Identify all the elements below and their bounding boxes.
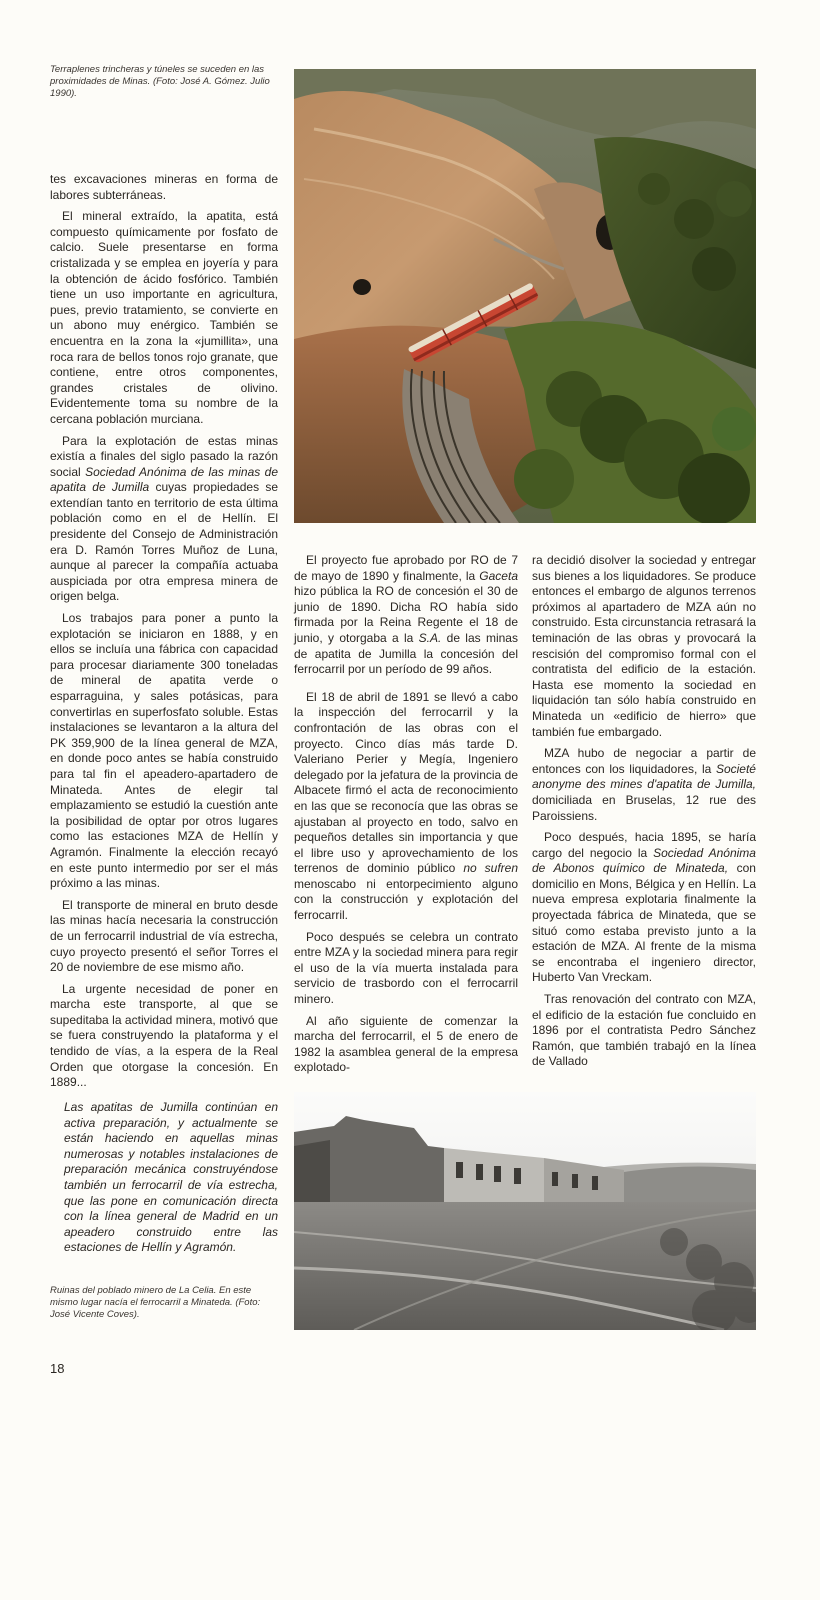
col1-paragraph-4: Los trabajos para poner a punto la explotación se iniciaron en 1888, y en ellos se incluía una fábrica con capacidad para procesar diariamente 300 toneladas de mineral de apatita verde o esparraguina, y sales potásicas, para convertirlas en superfosfato soluble. Estas instalaciones se levantaron a la altura del PK 359,900 de la línea general de MZA, en donde poco antes se había construido para tal fin el apeadero-apartadero de Minateda. Antes de elegir tal emplazamiento se estudió la cuestión ante la posibilidad de optar por otros lugares como las estaciones MZA de Hellín y Agramón. Finalmente la elección recayó en este punto intermedio por ser el más próximo a las minas. [50, 611, 278, 891]
top-photo-caption: Terraplenes trincheras y túneles se suceden en las proximidades de Minas. (Foto: José A. Gómez. Julio 1990). [50, 64, 270, 99]
col2-paragraph-3: Poco después se celebra un contrato entre MZA y la sociedad minera para regir el uso de la vía muerta instalada para servicio de trasbordo con el ferrocarril minero. [294, 929, 518, 1007]
text-column-3 [532, 553, 756, 1076]
train-landscape-photo [294, 69, 756, 523]
col2-paragraph-2: El 18 de abril de 1891 se llevó a cabo la inspección del ferrocarril y la confrontación de las obras con el proyecto. Cinco días más tarde D. Valeriano Perier y Megía, Ingeniero delegado por la jefatura de la provincia de Albacete firmó el acta de reconocimiento en las que se reconocía que las obras se ajustaban al proyecto en todo, salvo en pequeños detalles sin importancia y que el libre uso y aprovechamiento de los terrenos de dominio público no sufren menoscabo ni entorpecimiento alguno con la construcción y explotación del ferrocarril. [294, 689, 518, 923]
col2-paragraph-4: Al año siguiente de comenzar la marcha del ferrocarril, el 5 de enero de 1982 la asamblea general de la empresa explotado- [294, 1013, 518, 1075]
col3-paragraph-4: Tras renovación del contrato con MZA, el edificio de la estación fue concluido en 1896 por el contratista Pedro Sánchez Ramón, que también trabajó en la línea de Vallado [532, 992, 756, 1069]
ruins-photo [294, 1092, 756, 1330]
text-column-2 [294, 553, 518, 1082]
col1-paragraph-2: El mineral extraído, la apatita, está compuesto químicamente por fosfato de calcio. Suele presentarse en forma cristalizada y se emplea en joyería y para la obtención de ácido fosfórico. También tiene un uso importante en agricultura, pues, previo tratamiento, se convierte en un abono muy enérgico. También se encuentra en la zona la «jumillita», una roca rara de bellos tonos rojo granate, que contiene, entre otros componentes, grandes cristales de olivino. Evidentemente toma su nombre de la cercana población murciana. [50, 209, 278, 426]
company-name-italic: Sociedad Anónima de las minas de apatita de Jumilla [50, 464, 278, 495]
col1-paragraph-1: tes excavaciones mineras en forma de labores subterráneas. [50, 172, 278, 202]
historical-quote: Las apatitas de Jumilla continúan en activa preparación, y actualmente se están haciendo en aquellas minas numerosas y notables instalaciones de preparación mecánica construyéndose también un ferrocarril de vía estrecha, que las pone en comunicación directa con la línea general de Madrid en un apeadero construido entre las estaciones de Hellín y Agramón. [64, 1100, 278, 1255]
col1-paragraph-6: La urgente necesidad de poner en marcha este transporte, al que se supeditaba la actividad minera, motivó que se fuera construyendo la plataforma y el tendido de vías, a la espera de la Real Orden que otorgase la concesión. En 1889... [50, 981, 278, 1090]
page-number: 18 [50, 1361, 65, 1376]
col2-paragraph-1: El proyecto fue aprobado por RO de 7 de mayo de 1890 y finalmente, la Gaceta hizo pública la RO de concesión el 30 de junio de 1890. Dicha RO había sido firmada por la Reina Regente el 18 de junio, y otorgaba a la S.A. de las minas de apatita de Jumilla la concesión del ferrocarril por un período de 99 años. [294, 553, 518, 677]
col1-paragraph-5: El transporte de mineral en bruto desde las minas hacía necesaria la construcción de un ferrocarril industrial de vía estrecha, cuyo proyecto presentó el señor Torres el 20 de noviembre de ese mismo año. [50, 897, 278, 975]
col1-paragraph-3: Para la explotación de estas minas existía a finales del siglo pasado la razón social Sociedad Anónima de las minas de apatita de Jumilla cuyas propiedades se extendían tanto en territorio de esta última población como en el de Hellín. El presidente del Consejo de Administración era D. Ramón Torres Muñoz de Luna, aunque al parecer la compañía actuaba auspiciada por otra empresa minera de origen belga. [50, 433, 279, 604]
text-column-1 [50, 172, 278, 1097]
col3-paragraph-3: Poco después, hacia 1895, se haría cargo del negocio la Sociedad Anónima de Abonos químico de Minateda, con domicilio en Mons, Bélgica y en Hellín. La nueva empresa explotaria finalmente la proyectada fábrica de Minateda, que se situó como estaba previsto junto a la estación de MZA. Al frente de la misma se encontraba el ingeniero director, Huberto Van Vreckam. [532, 830, 756, 985]
bottom-photo-caption: Ruinas del poblado minero de La Celia. En este mismo lugar nacía el ferrocarril a Minateda. (Foto: José Vicente Coves). [50, 1285, 261, 1320]
col3-paragraph-1: ra decidió disolver la sociedad y entregar sus bienes a los liquidadores. Se produce entonces el embargo de algunos terrenos próximos al apartadero de MZA aún no construido. Esta circunstancia retrasará la teminación de las obras y provocará la rescisión del compromiso formal con el contratista del edificio de la estación. Hasta ese momento la sociedad en liquidación tan sólo había construido en Minateda un «edificio de hierro» que también fue embargado. [532, 553, 756, 739]
col3-paragraph-2: MZA hubo de negociar a partir de entonces con los liquidadores, la Societé anonyme des mines d'apatita de Jumilla, domiciliada en Bruselas, 12 rue des Paroissiens. [532, 746, 756, 823]
